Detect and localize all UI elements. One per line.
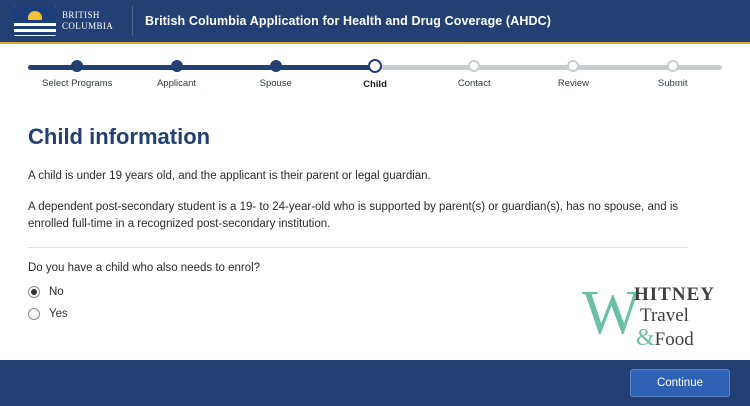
step-dot-icon: [71, 60, 83, 72]
step-label: Submit: [657, 78, 688, 89]
footer-bar: [0, 360, 750, 406]
step-contact[interactable]: [426, 60, 522, 89]
section-title: Child information: [28, 124, 211, 149]
step-label: Spouse: [259, 78, 292, 89]
radio-no-icon[interactable]: [28, 286, 40, 298]
watermark-line-3-text: Food: [654, 329, 694, 350]
bc-shield-icon: [14, 6, 56, 36]
step-label: Contact: [457, 78, 491, 89]
step-label: Child: [363, 79, 387, 90]
content-divider: [28, 247, 688, 248]
watermark-line-1: HITNEY: [634, 284, 715, 305]
step-applicant[interactable]: [129, 60, 225, 89]
continue-button[interactable]: Continue: [630, 369, 730, 397]
intro-paragraph-2: A dependent post-secondary student is a 19- to 24-year-old who is supported by parent(s) or guardian(s), has no spouse, and is enrolled full-time in a recognized post-secondary institution.: [28, 201, 679, 230]
step-label: Applicant: [156, 78, 197, 89]
bc-logo-line2: COLUMBIA: [62, 21, 114, 31]
intro-paragraph-1: A child is under 19 years old, and the applicant is their parent or legal guardian.: [28, 170, 431, 182]
radio-no-label: No: [49, 286, 64, 298]
bc-logo-line1: BRITISH: [62, 10, 100, 20]
radio-option-yes[interactable]: [28, 308, 722, 320]
watermark-line-3: [636, 327, 715, 351]
step-select-programs[interactable]: [29, 60, 125, 89]
step-submit[interactable]: [625, 60, 721, 89]
child-enrol-question: Do you have a child who also needs to enrol?: [28, 262, 261, 274]
radio-option-no[interactable]: [28, 286, 722, 298]
step-label: Select Programs: [42, 78, 113, 89]
step-dot-icon: [567, 60, 579, 72]
step-child[interactable]: [327, 60, 423, 90]
bc-logo: [0, 6, 130, 36]
progress-bar: [0, 44, 750, 100]
step-dot-icon: [468, 60, 480, 72]
radio-yes-icon[interactable]: [28, 308, 40, 320]
radio-yes-label: Yes: [49, 308, 68, 320]
step-spouse[interactable]: [228, 60, 324, 89]
watermark-line-2: Travel: [640, 305, 689, 326]
main-content: [0, 100, 750, 392]
step-dot-icon: [667, 60, 679, 72]
app-header: [0, 0, 750, 44]
watermark-ampersand: &: [636, 325, 655, 351]
step-dot-icon: [368, 59, 382, 73]
bc-logo-text: [62, 10, 113, 32]
watermark-letter: W: [582, 279, 641, 347]
step-label: Review: [557, 78, 590, 89]
step-review[interactable]: [525, 60, 621, 89]
page-title: British Columbia Application for Health and Drug Coverage (AHDC): [145, 14, 551, 28]
step-dot-icon: [270, 60, 282, 72]
header-divider: [132, 6, 133, 36]
step-dot-icon: [171, 60, 183, 72]
progress-steps: [28, 60, 722, 94]
